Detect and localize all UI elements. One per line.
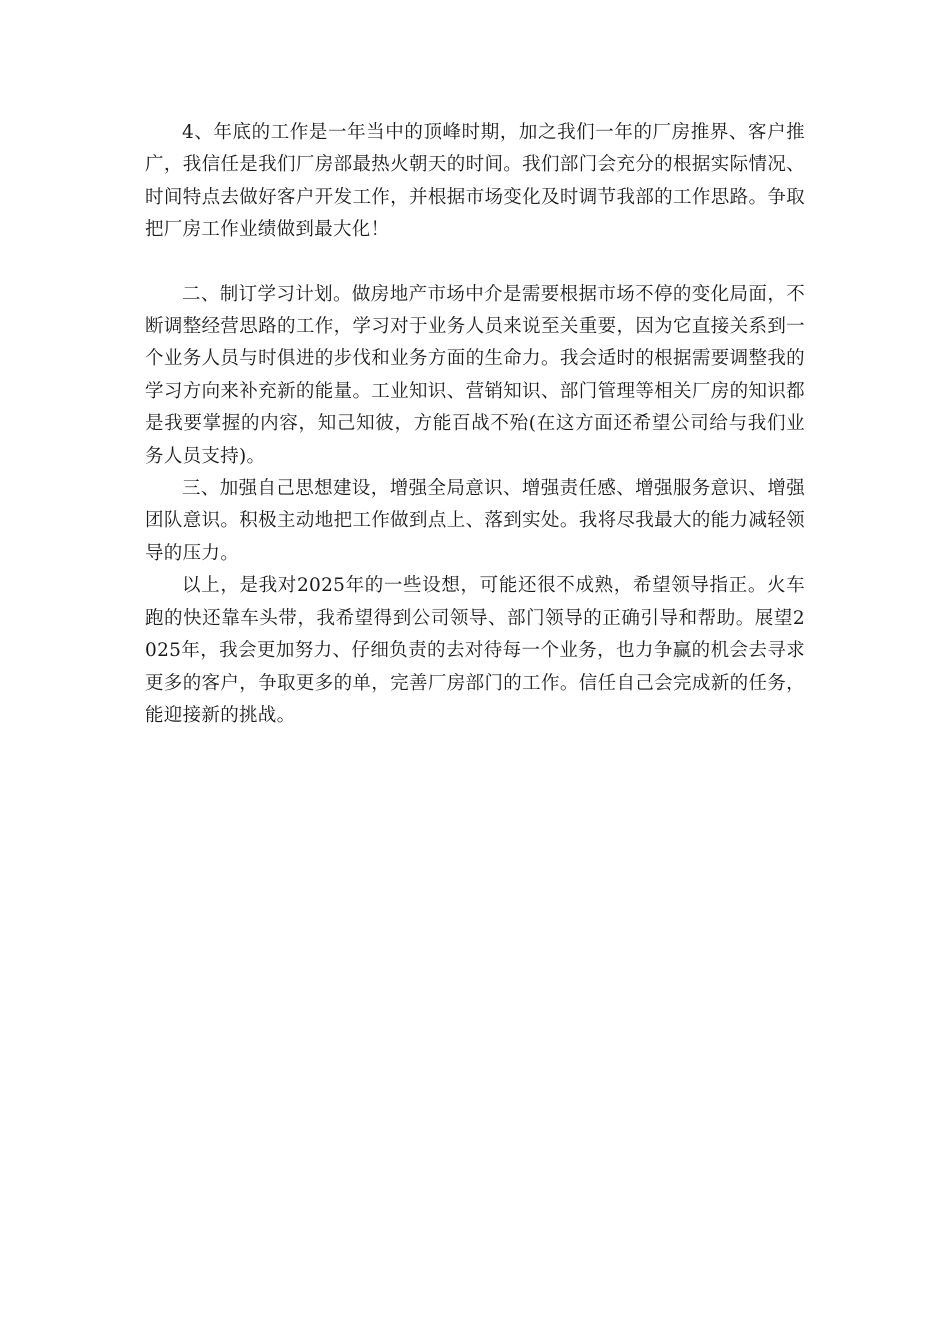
paragraph-4: 以上，是我对2025年的一些设想，可能还很不成熟，希望领导指正。火车跑的快还靠车头带，我希望得到公司领导、部门领导的正确引导和帮助。展望2025年，我会更加努力、仔细负责的去对待每一个业务，也力争赢的机会去寻求更多的客户，争取更多的单，完善厂房部门的工作。信任自己会完成新的任务，能迎接新的挑战。	[145, 575, 805, 726]
paragraph-1: 4、年底的工作是一年当中的顶峰时期，加之我们一年的厂房推界、客户推广，我信任是我们厂房部最热火朝天的时间。我们部门会充分的根据实际情况、时间特点去做好客户开发工作，并根据市场变化及时调节我部的工作思路。争取把厂房工作业绩做到最大化！	[145, 122, 805, 241]
paragraph-3: 三、加强自己思想建设，增强全局意识、增强责任感、增强服务意识、增强团队意识。积极主动地把工作做到点上、落到实处。我将尽我最大的能力减轻领导的压力。	[145, 478, 805, 564]
document-body	[145, 117, 805, 732]
paragraph-gap	[145, 247, 805, 279]
paragraph-2: 二、制订学习计划。做房地产市场中介是需要根据市场不停的变化局面，不断调整经营思路的工作，学习对于业务人员来说至关重要，因为它直接关系到一个业务人员与时俱进的步伐和业务方面的生命力。我会适时的根据需要调整我的学习方向来补充新的能量。工业知识、营销知识、部门管理等相关厂房的知识都是我要掌握的内容，知己知彼，方能百战不殆(在这方面还希望公司给与我们业务人员支持)。	[145, 283, 805, 467]
